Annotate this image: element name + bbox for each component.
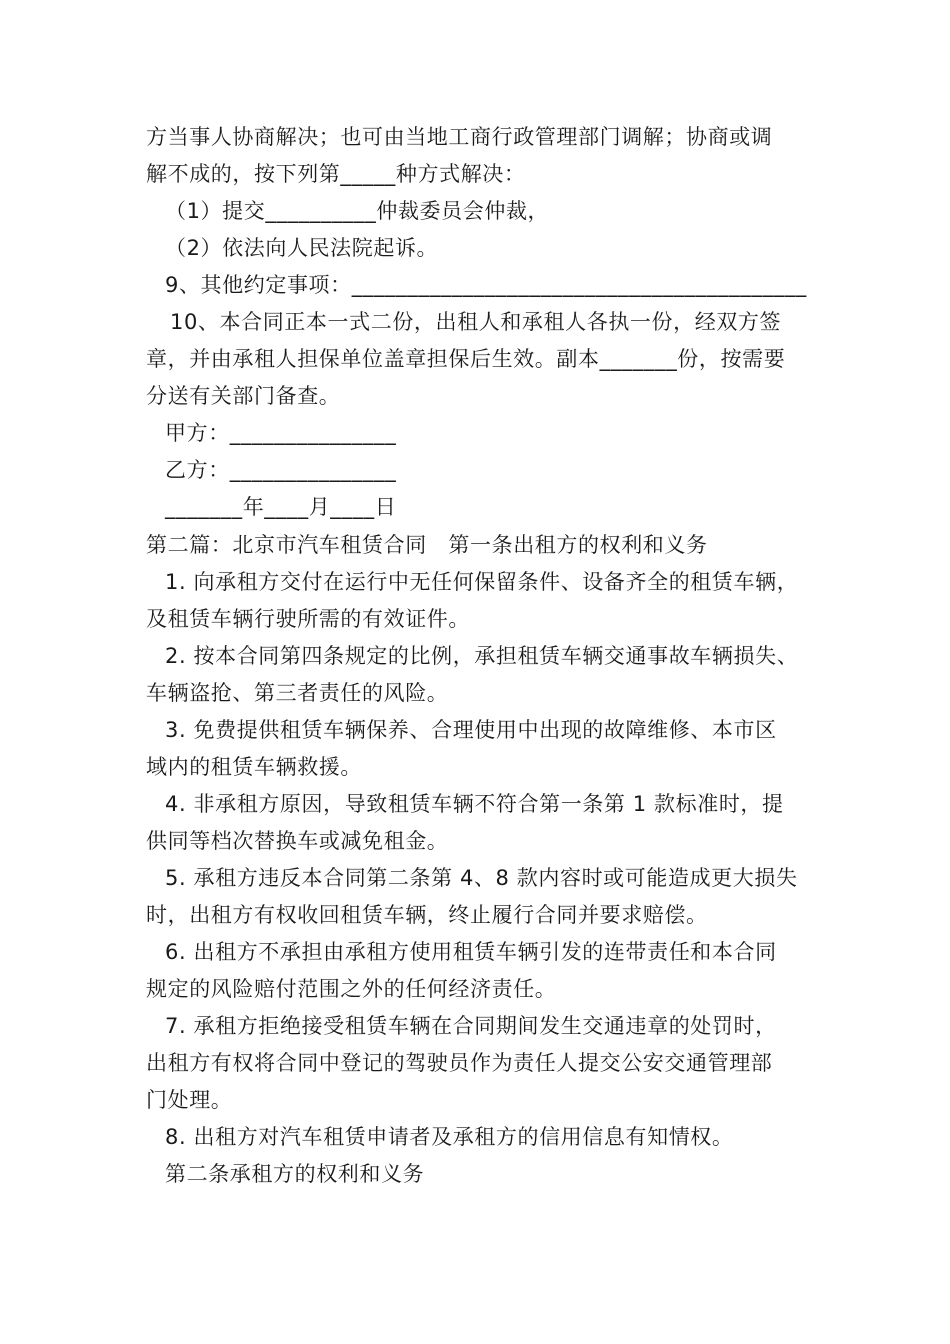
text-line: 8. 出租方对汽车租赁申请者及承租方的信用信息有知情权。 [165, 1125, 734, 1149]
text-line: 5. 承租方违反本合同第二条第 4、8 款内容时或可能造成更大损失 [165, 866, 798, 890]
text-line: 乙方：_______________ [165, 458, 397, 482]
text-line: 章，并由承租人担保单位盖章担保后生效。副本_______份，按需要 [146, 347, 786, 371]
text-line: 出租方有权将合同中登记的驾驶员作为责任人提交公安交通管理部 [146, 1051, 773, 1075]
text-line: 解不成的，按下列第_____种方式解决： [146, 162, 526, 186]
text-line: 3. 免费提供租赁车辆保养、合理使用中出现的故障维修、本市区 [165, 718, 777, 742]
text-line: 规定的风险赔付范围之外的任何经济责任。 [146, 977, 557, 1001]
section-heading: 第二条承租方的权利和义务 [165, 1162, 425, 1186]
text-line: 方当事人协商解决；也可由当地工商行政管理部门调解；协商或调 [146, 125, 773, 149]
text-line: 9、其他约定事项：_________________________________________ [165, 273, 807, 297]
text-line: 分送有关部门备查。 [146, 384, 341, 408]
text-line: 10、本合同正本一式二份，出租人和承租人各执一份，经双方签 [170, 310, 782, 334]
text-line: _______年____月____日 [165, 495, 397, 519]
text-line: 及租赁车辆行驶所需的有效证件。 [146, 607, 470, 631]
text-line: 6. 出租方不承担由承租方使用租赁车辆引发的连带责任和本合同 [165, 940, 777, 964]
text-line: 域内的租赁车辆救援。 [146, 755, 362, 779]
text-line: 2. 按本合同第四条规定的比例，承担租赁车辆交通事故车辆损失、 [165, 644, 799, 668]
text-line: 门处理。 [146, 1088, 233, 1112]
text-line: 1. 向承租方交付在运行中无任何保留条件、设备齐全的租赁车辆， [165, 570, 799, 594]
text-line: 7. 承租方拒绝接受租赁车辆在合同期间发生交通违章的处罚时， [165, 1014, 777, 1038]
text-line: 车辆盗抢、第三者责任的风险。 [146, 681, 449, 705]
text-line: 供同等档次替换车或减免租金。 [146, 829, 449, 853]
text-line: （2）依法向人民法院起诉。 [165, 236, 439, 260]
text-line: 甲方：_______________ [165, 421, 397, 445]
text-line: 4. 非承租方原因，导致租赁车辆不符合第一条第 1 款标准时，提 [165, 792, 784, 816]
section-heading: 第二篇：北京市汽车租赁合同 第一条出租方的权利和义务 [146, 533, 708, 557]
text-line: 时，出租方有权收回租赁车辆，终止履行合同并要求赔偿。 [146, 903, 708, 927]
text-line: （1）提交__________仲裁委员会仲裁， [165, 199, 550, 223]
